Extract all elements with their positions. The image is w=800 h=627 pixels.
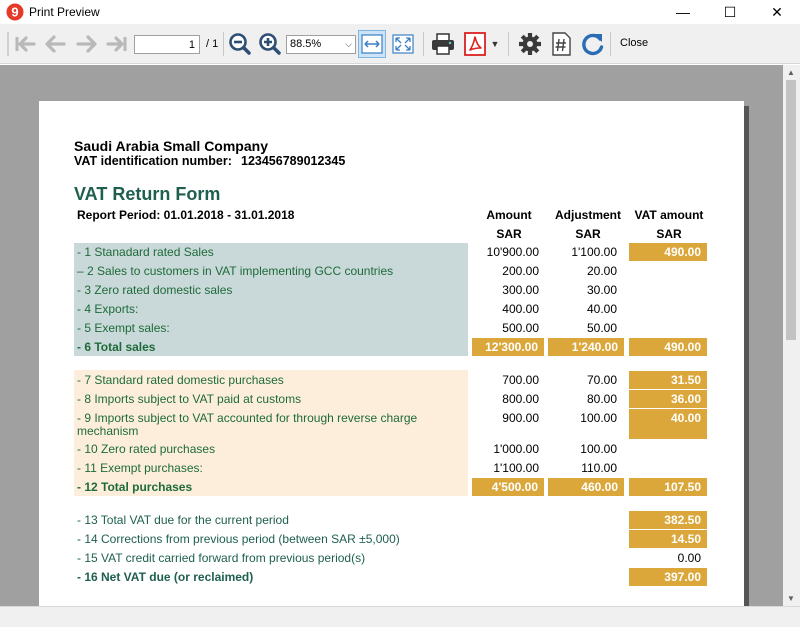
print-button[interactable] bbox=[430, 31, 456, 57]
sales-row-label: - 1 Stanadard rated Sales bbox=[77, 245, 214, 259]
toolbar-grip bbox=[7, 32, 9, 56]
sales-row-amount: 300.00 bbox=[502, 283, 539, 297]
summary-row-vat: 0.00 bbox=[677, 551, 701, 565]
sales-total-amount: 12'300.00 bbox=[472, 338, 544, 356]
summary-row-label: - 13 Total VAT due for the current period bbox=[77, 513, 289, 527]
purchases-row-amount: 900.00 bbox=[502, 411, 539, 425]
sales-row-label: – 2 Sales to customers in VAT implementing GCC countries bbox=[77, 264, 394, 278]
zoom-value: 88.5% bbox=[290, 38, 322, 50]
print-icon bbox=[430, 32, 456, 56]
purchases-row-label: - 7 Standard rated domestic purchases bbox=[77, 373, 284, 387]
refresh-button[interactable] bbox=[580, 31, 606, 57]
vertical-scroll-thumb[interactable] bbox=[786, 80, 796, 340]
purchases-row-amount: 800.00 bbox=[502, 392, 539, 406]
sales-total-adjustment: 1'240.00 bbox=[548, 338, 624, 356]
vat-id-label: VAT identification number: bbox=[74, 154, 232, 168]
next-page-icon bbox=[76, 34, 98, 54]
net-vat-value: 397.00 bbox=[629, 568, 707, 586]
purchases-row-adjustment: 70.00 bbox=[586, 373, 617, 387]
purchases-row-label: - 10 Zero rated purchases bbox=[77, 442, 216, 456]
sales-total-label: - 6 Total sales bbox=[77, 340, 156, 354]
scroll-down-icon[interactable]: ▼ bbox=[787, 594, 795, 603]
last-page-icon bbox=[106, 34, 128, 54]
header-currency: SAR bbox=[656, 227, 682, 241]
company-name: Saudi Arabia Small Company bbox=[74, 138, 268, 154]
purchases-row-adjustment: 100.00 bbox=[580, 442, 617, 456]
summary-row-label: - 14 Corrections from previous period (between SAR ±5,000) bbox=[77, 532, 400, 546]
sales-row-amount: 200.00 bbox=[502, 264, 539, 278]
summary-row-label: - 15 VAT credit carried forward from previous period(s) bbox=[77, 551, 366, 565]
vat-id-value: 123456789012345 bbox=[241, 154, 346, 168]
purchases-total-amount: 4'500.00 bbox=[472, 478, 544, 496]
toolbar-separator bbox=[508, 32, 509, 56]
purchases-row-label: - 11 Exempt purchases: bbox=[77, 461, 203, 475]
sales-row-adjustment: 50.00 bbox=[586, 321, 617, 335]
summary-row-vat: 14.50 bbox=[629, 530, 707, 548]
sales-row-vat: 490.00 bbox=[629, 243, 707, 261]
refresh-icon bbox=[580, 31, 606, 57]
horizontal-scrollbar[interactable] bbox=[0, 606, 800, 627]
header-currency: SAR bbox=[496, 227, 522, 241]
purchases-row-amount: 1'000.00 bbox=[493, 442, 539, 456]
purchases-row-adjustment: 80.00 bbox=[586, 392, 617, 406]
scroll-up-icon[interactable]: ▲ bbox=[787, 68, 795, 77]
purchases-row-vat: 36.00 bbox=[629, 390, 707, 408]
sales-row-label: - 5 Exempt sales: bbox=[77, 321, 170, 335]
zoom-in-button[interactable] bbox=[257, 31, 283, 57]
pdf-export-button[interactable] bbox=[462, 31, 488, 57]
svg-text:9: 9 bbox=[11, 4, 19, 20]
toolbar bbox=[0, 24, 800, 64]
sales-row-amount: 10'900.00 bbox=[486, 245, 539, 259]
zoom-select[interactable] bbox=[286, 35, 356, 54]
maximize-button[interactable]: ☐ bbox=[723, 4, 737, 20]
page-number-icon bbox=[550, 32, 572, 56]
prev-page-button[interactable] bbox=[42, 31, 68, 57]
purchases-row-adjustment: 110.00 bbox=[581, 461, 617, 475]
report-page bbox=[39, 101, 744, 606]
header-vat-amount: VAT amount bbox=[634, 208, 704, 222]
purchases-row-label-cont: mechanism bbox=[77, 424, 139, 438]
settings-button[interactable] bbox=[517, 31, 543, 57]
toolbar-separator bbox=[223, 32, 224, 56]
zoom-out-button[interactable] bbox=[227, 31, 253, 57]
header-adjustment: Adjustment bbox=[555, 208, 621, 222]
sales-row-amount: 500.00 bbox=[502, 321, 539, 335]
toolbar-separator bbox=[610, 32, 611, 56]
summary-row-vat: 382.50 bbox=[629, 511, 707, 529]
sales-row-label: - 3 Zero rated domestic sales bbox=[77, 283, 233, 297]
chevron-down-icon: ⌵ bbox=[345, 39, 352, 49]
pdf-options-dropdown[interactable] bbox=[488, 31, 502, 57]
window-title: Print Preview bbox=[29, 5, 100, 19]
purchases-total-vat: 107.50 bbox=[629, 478, 707, 496]
purchases-row-label: - 9 Imports subject to VAT accounted for through reverse charge bbox=[77, 411, 418, 425]
purchases-row-amount: 700.00 bbox=[502, 373, 539, 387]
prev-page-icon bbox=[44, 34, 66, 54]
net-vat-label: - 16 Net VAT due (or reclaimed) bbox=[77, 570, 254, 584]
dropdown-arrow-icon: ▼ bbox=[490, 39, 500, 49]
sales-row-adjustment: 20.00 bbox=[586, 264, 617, 278]
next-page-button[interactable] bbox=[74, 31, 100, 57]
purchases-row-label: - 8 Imports subject to VAT paid at customs bbox=[77, 392, 302, 406]
title-bar bbox=[0, 0, 800, 24]
sales-total-vat: 490.00 bbox=[629, 338, 707, 356]
report-period: Report Period: 01.01.2018 - 31.01.2018 bbox=[77, 208, 295, 222]
page-number-input[interactable] bbox=[134, 35, 200, 54]
purchases-total-label: - 12 Total purchases bbox=[77, 480, 193, 494]
sales-row-adjustment: 1'100.00 bbox=[571, 245, 617, 259]
purchases-row-adjustment: 100.00 bbox=[580, 411, 617, 425]
fit-width-button[interactable] bbox=[358, 30, 386, 58]
zoom-out-icon bbox=[228, 32, 252, 56]
last-page-button[interactable] bbox=[104, 31, 130, 57]
report-title: VAT Return Form bbox=[74, 184, 221, 204]
fit-width-icon bbox=[361, 33, 383, 55]
sales-row-amount: 400.00 bbox=[502, 302, 539, 316]
app-logo-icon bbox=[6, 3, 24, 21]
settings-icon bbox=[518, 32, 542, 56]
minimize-button[interactable]: — bbox=[676, 4, 690, 20]
purchases-total-adjustment: 460.00 bbox=[548, 478, 624, 496]
header-currency: SAR bbox=[575, 227, 601, 241]
header-amount: Amount bbox=[486, 208, 532, 222]
sales-row-adjustment: 30.00 bbox=[586, 283, 617, 297]
first-page-button[interactable] bbox=[12, 31, 38, 57]
purchases-row-vat: 31.50 bbox=[629, 371, 707, 389]
page-number-button[interactable] bbox=[548, 31, 574, 57]
purchases-row-vat: 40.00 bbox=[629, 409, 707, 439]
pdf-icon bbox=[463, 32, 487, 56]
close-preview-button[interactable]: Close bbox=[620, 37, 649, 49]
sales-row-label: - 4 Exports: bbox=[77, 302, 139, 316]
fit-page-button[interactable] bbox=[390, 31, 416, 57]
page-total-label: / 1 bbox=[206, 38, 219, 50]
sales-row-adjustment: 40.00 bbox=[586, 302, 617, 316]
zoom-in-icon bbox=[258, 32, 282, 56]
toolbar-separator bbox=[423, 32, 424, 56]
first-page-icon bbox=[14, 34, 36, 54]
purchases-row-amount: 1'100.00 bbox=[493, 461, 539, 475]
close-window-button[interactable]: ✕ bbox=[771, 4, 783, 20]
fit-page-icon bbox=[392, 33, 414, 55]
